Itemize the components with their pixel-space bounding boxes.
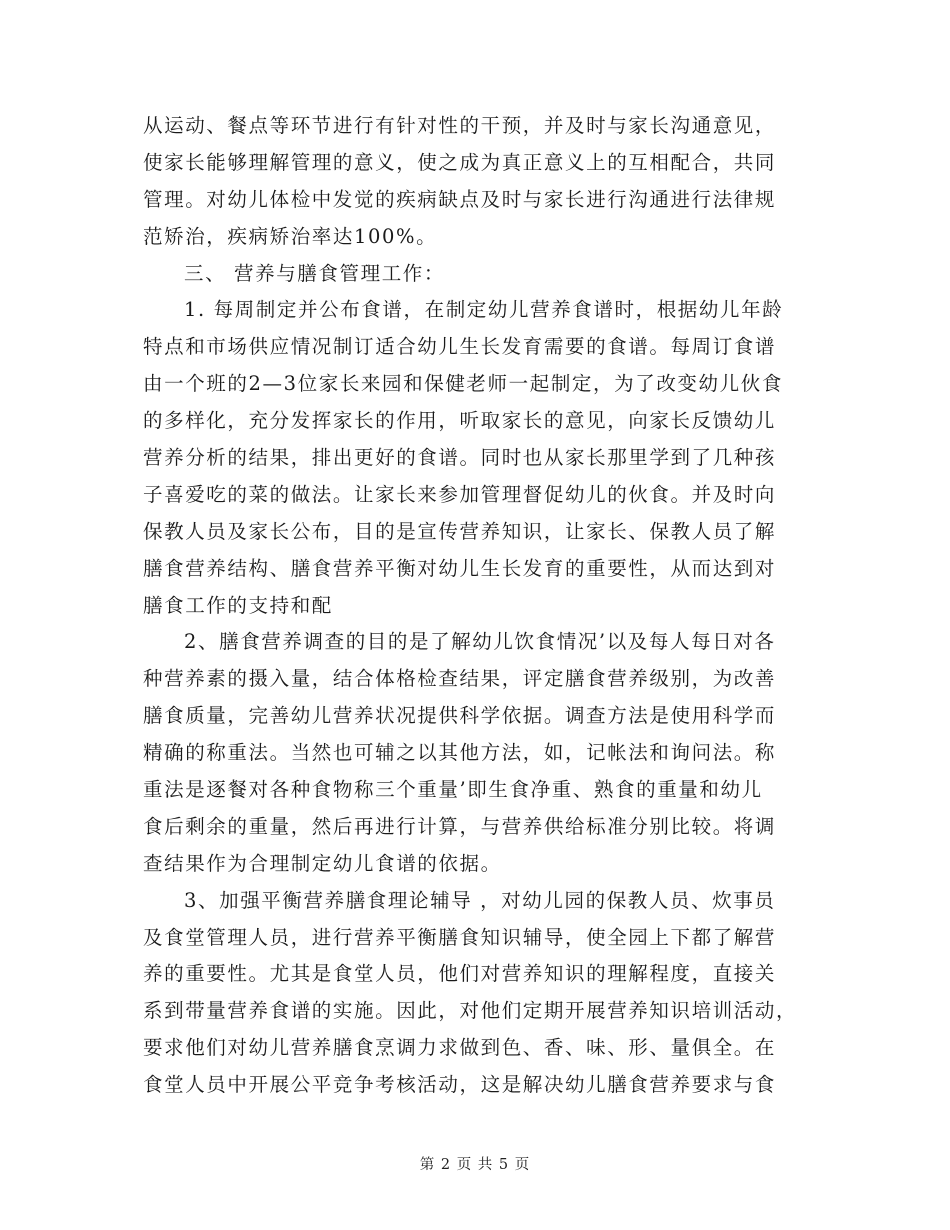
paragraph-first-line: 1. 每周制定并公布食谱，在制定幼儿营养食谱时，根据幼儿年龄: [184, 298, 784, 322]
text-line: 食后剩余的重量，然后再进行计算，与营养供给标准分别比较。将调: [143, 814, 777, 838]
text-line: 种营养素的摄入量，结合体格检查结果，评定膳食营养级别，为改善: [143, 667, 777, 691]
text-line: 食堂人员中开展公平竞争考核活动，这是解决幼儿膳食营养要求与食: [143, 1073, 777, 1097]
text-line: 查结果作为合理制定幼儿食谱的依据。: [143, 851, 502, 875]
text-line: 膳食工作的支持和配: [143, 593, 333, 617]
text-line: 子喜爱吃的菜的做法。让家长来参加管理督促幼儿的伙食。并及时向: [143, 482, 777, 506]
text-line: 管理。对幼儿体检中发觉的疾病缺点及时与家长进行沟通进行法律规: [143, 187, 777, 211]
text-line: 要求他们对幼儿营养膳食烹调力求做到色、香、味、形、量俱全。在: [143, 1036, 777, 1060]
document-body: [143, 108, 813, 1104]
text-line: 精确的称重法。当然也可辅之以其他方法，如，记帐法和询问法。称: [143, 741, 777, 765]
paragraph-first-line: 2、膳食营养调查的目的是了解幼儿饮食情况’以及每人每日对各: [184, 630, 776, 654]
section-heading: 三、 营养与膳食管理工作：: [184, 261, 445, 285]
text-line: 由一个班的2—3位家长来园和保健老师一起制定，为了改变幼儿伙食: [143, 372, 783, 396]
text-line: 及食堂管理人员，进行营养平衡膳食知识辅导，使全园上下都了解营: [143, 925, 777, 949]
text-line: 膳食质量，完善幼儿营养状况提供科学依据。调查方法是使用科学而: [143, 704, 777, 728]
text-line: 养的重要性。尤其是食堂人员，他们对营养知识的理解程度，直接关: [143, 962, 777, 986]
text-line: 膳食营养结构、膳食营养平衡对幼儿生长发育的重要性，从而达到对: [143, 556, 777, 580]
paragraph-first-line: 3、加强平衡营养膳食理论辅导 ，对幼儿园的保教人员、炊事员: [184, 888, 776, 912]
text-line: 保教人员及家长公布，目的是宣传营养知识，让家长、保教人员了解: [143, 519, 777, 543]
text-line: 重法是逐餐对各种食物称三个重量’即生食净重、熟食的重量和幼儿: [143, 778, 763, 802]
text-line: 使家长能够理解管理的意义，使之成为真正意义上的互相配合，共同: [143, 150, 777, 174]
page-number-footer: 第 2 页 共 5 页: [419, 1157, 531, 1173]
text-line: 的多样化，充分发挥家长的作用，听取家长的意见，向家长反馈幼儿: [143, 409, 777, 433]
text-line: 系到带量营养食谱的实施。因此，对他们定期开展营养知识培训活动，: [143, 999, 798, 1023]
text-line: 营养分析的结果，排出更好的食谱。同时也从家长那里学到了几种孩: [143, 446, 777, 470]
text-line: 范矫治，疾病矫治率达100%。: [143, 224, 438, 248]
text-line: 从运动、餐点等环节进行有针对性的干预，并及时与家长沟通意见，: [143, 114, 777, 137]
text-line: 特点和市场供应情况制订适合幼儿生长发育需要的食谱。每周订食谱: [143, 335, 777, 359]
